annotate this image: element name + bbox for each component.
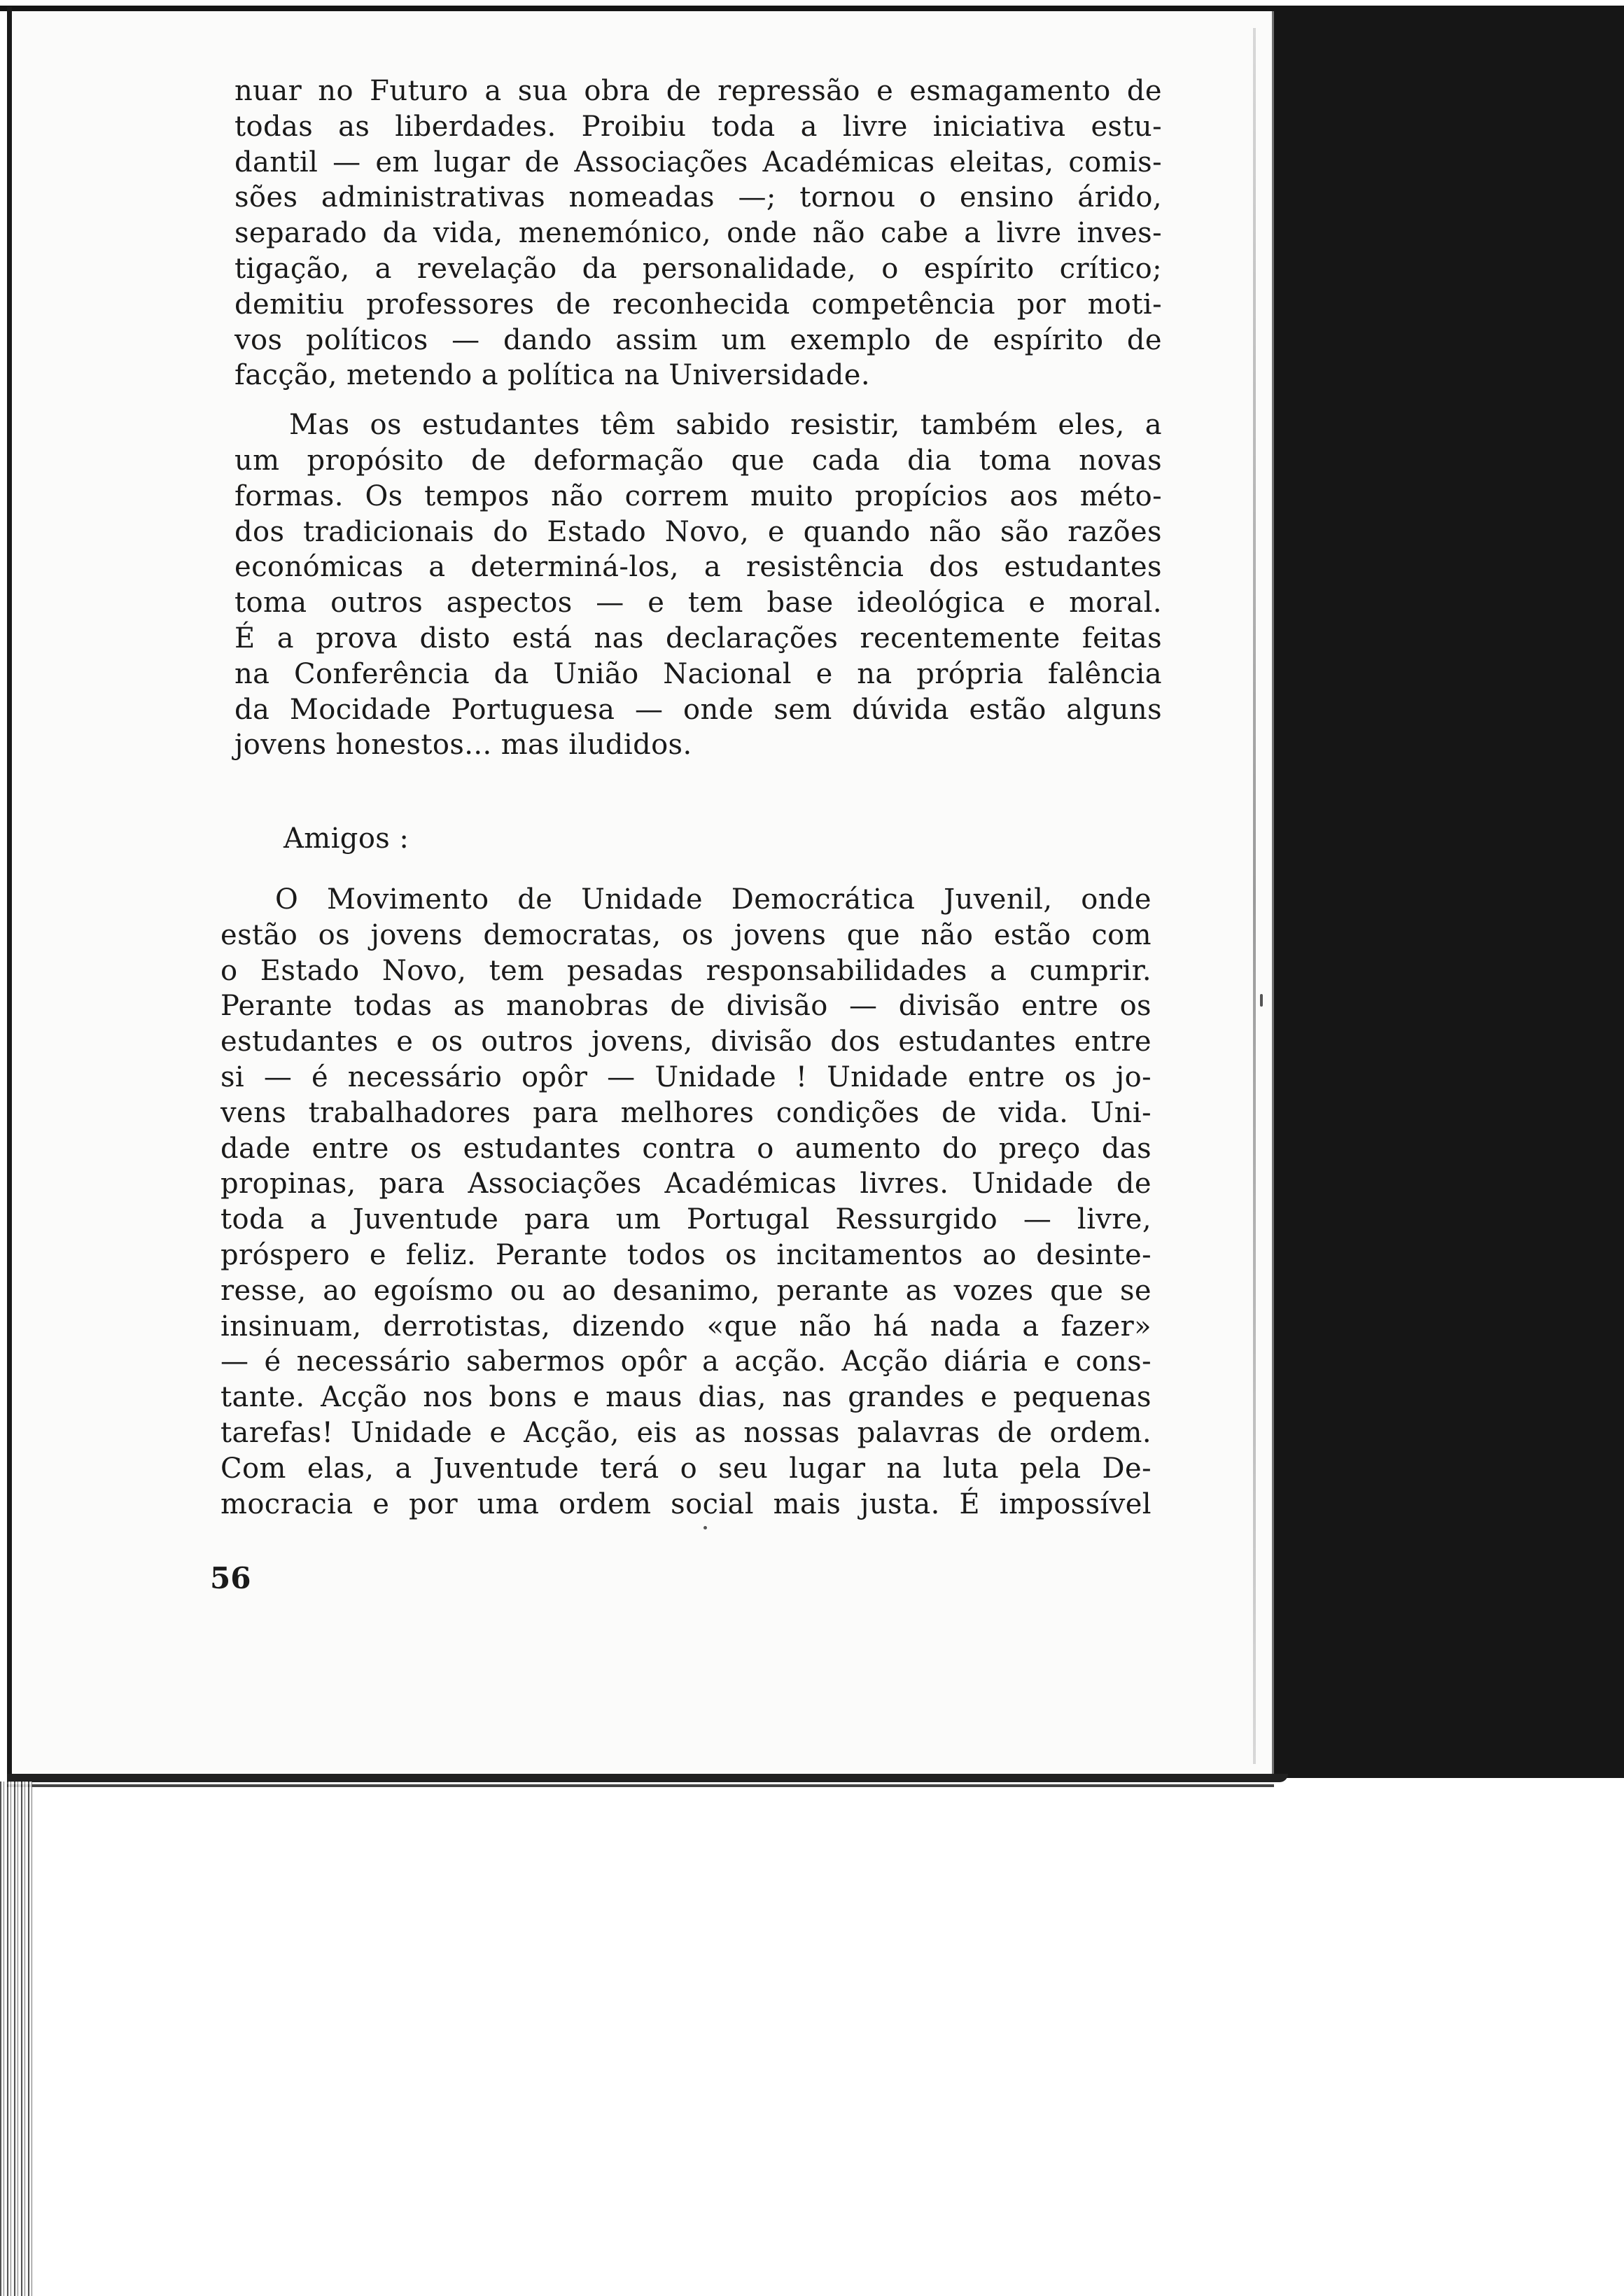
page-number: 56 <box>210 1561 251 1595</box>
page-bottom-edge <box>7 1774 1288 1782</box>
page-fold-edge <box>1253 28 1256 1764</box>
text-line: o Estado Novo, tem pesadas responsabilidades a cumprir. <box>220 954 1152 987</box>
text-line: um propósito de deformação que cada dia toma novas <box>234 444 1162 477</box>
text-line: propinas, para Associações Académicas livres. Unidade de <box>220 1168 1152 1200</box>
text-line: Mas os estudantes têm sabido resistir, também eles, a <box>289 409 1162 442</box>
text-line: tigação, a revelação da personalidade, o espírito crítico; <box>234 252 1162 285</box>
text-line: formas. Os tempos não correm muito propícios aos méto- <box>234 479 1162 512</box>
scan-left-border <box>7 7 12 1785</box>
text-line: estão os jovens democratas, os jovens que não estão com <box>220 918 1152 951</box>
text-line: da Mocidade Portuguesa — onde sem dúvida estão alguns <box>234 693 1162 726</box>
text-line: si — é necessário opôr — Unidade ! Unidade entre os jo- <box>220 1060 1152 1093</box>
text-line: económicas a determiná-los, a resistência dos estudantes <box>234 551 1162 584</box>
paragraph-block-top <box>234 74 1162 763</box>
text-line: mocracia e por uma ordem social mais justa. É impossível <box>220 1488 1152 1520</box>
text-line: toda a Juventude para um Portugal Ressurgido — livre, <box>220 1203 1152 1236</box>
text-line: próspero e feliz. Perante todos os incitamentos ao desinte- <box>220 1238 1152 1271</box>
text-line: separado da vida, menemónico, onde não cabe a livre inves- <box>234 217 1162 250</box>
text-line: estudantes e os outros jovens, divisão dos estudantes entre <box>220 1026 1152 1058</box>
text-line: dos tradicionais do Estado Novo, e quando não são razões <box>234 515 1162 548</box>
text-line: O Movimento de Unidade Democrática Juvenil, onde <box>275 883 1152 916</box>
text-line: vos políticos — dando assim um exemplo de espírito de <box>234 323 1162 356</box>
text-line: dade entre os estudantes contra o aumento do preço das <box>220 1132 1152 1165</box>
scan-speck <box>704 1526 707 1530</box>
scan-bottom-area <box>0 1778 1624 2296</box>
text-line: sões administrativas nomeadas —; tornou o ensino árido, <box>234 181 1162 214</box>
scan-mark <box>1260 994 1263 1007</box>
text-line: Perante todas as manobras de divisão — divisão entre os <box>220 990 1152 1023</box>
text-line: facção, metendo a política na Universidade. <box>234 359 870 392</box>
text-line: insinuam, derrotistas, dizendo «que não há nada a fazer» <box>220 1310 1152 1343</box>
text-line: na Conferência da União Nacional e na própria falência <box>234 657 1162 690</box>
scan-right-background <box>1267 7 1624 1788</box>
text-line: jovens honestos... mas iludidos. <box>234 729 692 762</box>
text-line: tarefas! Unidade e Acção, eis as nossas palavras de ordem. <box>220 1416 1152 1449</box>
paragraph-block-bottom <box>220 882 1152 1522</box>
text-line: todas as liberdades. Proibiu toda a livre iniciativa estu- <box>234 110 1162 143</box>
text-line: demitiu professores de reconhecida competência por moti- <box>234 288 1162 321</box>
text-line: Com elas, a Juventude terá o seu lugar na luta pela De- <box>220 1452 1152 1485</box>
text-line: nuar no Futuro a sua obra de repressão e esmagamento de <box>234 75 1162 107</box>
text-line: tante. Acção nos bons e maus dias, nas grandes e pequenas <box>220 1381 1152 1414</box>
text-line: — é necessário sabermos opôr a acção. Acção diária e cons- <box>220 1345 1152 1378</box>
text-line: resse, ao egoísmo ou ao desanimo, perante as vozes que se <box>220 1274 1152 1307</box>
page-bottom-edge-shadow <box>7 1784 1274 1787</box>
scan-left-stub <box>0 1782 32 2296</box>
text-line: É a prova disto está nas declarações recentemente feitas <box>234 622 1162 654</box>
greeting-heading: Amigos : <box>284 822 410 855</box>
text-line: toma outros aspectos — e tem base ideológica e moral. <box>234 587 1162 620</box>
text-line: vens trabalhadores para melhores condições de vida. Uni- <box>220 1096 1152 1129</box>
text-line: dantil — em lugar de Associações Académicas eleitas, comis- <box>234 146 1162 178</box>
